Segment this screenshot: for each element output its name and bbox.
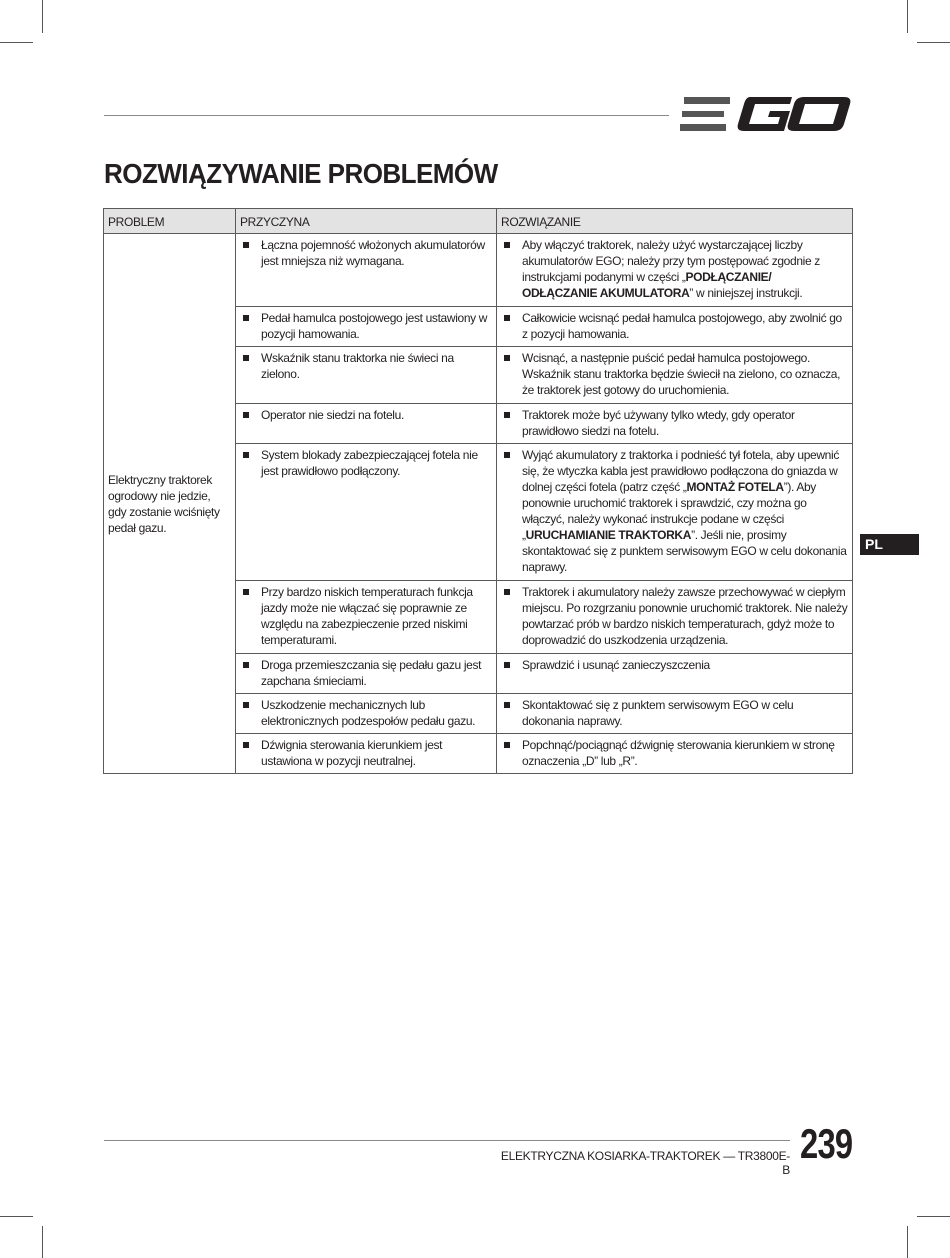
bullet-icon bbox=[504, 742, 510, 748]
table-row bbox=[104, 234, 853, 307]
cause-cell: Łączna pojemność włożonych akumulatorów jest mniejsza niż wymagana. bbox=[236, 234, 497, 307]
language-tab: PL bbox=[860, 534, 919, 555]
solution-cell: Sprawdzić i usunąć zanieczyszczenia bbox=[497, 654, 853, 694]
cause-cell: Uszkodzenie mechanicznych lub elektronicznych podzespołów pedału gazu. bbox=[236, 694, 497, 734]
bullet-icon bbox=[504, 589, 510, 595]
troubleshooting-table bbox=[103, 208, 853, 774]
crop-mark bbox=[907, 1226, 908, 1258]
problem-cell: Elektryczny traktorek ogrodowy nie jedzie, gdy zostanie wciśnięty pedał gazu. bbox=[104, 234, 236, 774]
solution-cell: Wyjąć akumulatory z traktorka i podnieść tył fotela, aby upewnić się, że wtyczka kabla jest prawidłowo podłączona do gniazda w dolnej części fotela (patrz część „MONTAŻ FOTELA”). Aby ponownie uruchomić traktorek i sprawdzić, czy można go włączyć, należy wykonać instrukcje podane w części „URUCHAMIANIE TRAKTORKA”. Jeśli nie, prosimy skontaktować się z punktem serwisowym EGO w celu dokonania naprawy. bbox=[497, 444, 853, 581]
bullet-icon bbox=[504, 702, 510, 708]
solution-cell: Popchnąć/pociągnąć dźwignię sterowania kierunkiem w stronę oznaczenia „D” lub „R”. bbox=[497, 734, 853, 774]
bullet-icon bbox=[504, 315, 510, 321]
cause-cell: Droga przemieszczania się pedału gazu jest zapchana śmieciami. bbox=[236, 654, 497, 694]
bullet-icon bbox=[243, 702, 249, 708]
crop-mark bbox=[0, 1216, 33, 1217]
solution-cell: Traktorek i akumulatory należy zawsze przechowywać w ciepłym miejscu. Po rozgrzaniu ponownie uruchomić traktorek. Nie należy powtarzać prób w bardzo niskich temperaturach, gdyż może to doprowadzić do uszkodzenia urządzenia. bbox=[497, 581, 853, 654]
cause-cell: Operator nie siedzi na fotelu. bbox=[236, 404, 497, 444]
bullet-icon bbox=[243, 742, 249, 748]
crop-mark bbox=[917, 1216, 950, 1217]
bullet-icon bbox=[243, 315, 249, 321]
cause-cell: System blokady zabezpieczającej fotela nie jest prawidłowo podłączony. bbox=[236, 444, 497, 581]
footer-rule bbox=[104, 1140, 790, 1141]
crop-mark bbox=[907, 0, 908, 33]
cause-cell: Wskaźnik stanu traktorka nie świeci na zielono. bbox=[236, 347, 497, 404]
page-title: ROZWIĄZYWANIE PROBLEMÓW bbox=[104, 158, 498, 189]
solution-cell: Całkowicie wcisnąć pedał hamulca postojowego, aby zwolnić go z pozycji hamowania. bbox=[497, 307, 853, 347]
cause-cell: Przy bardzo niskich temperaturach funkcja jazdy może nie włączać się poprawnie ze względu na zabezpieczenie przed niskimi temperaturami. bbox=[236, 581, 497, 654]
bullet-icon bbox=[243, 662, 249, 668]
ego-logo bbox=[680, 94, 852, 134]
column-header-solution: ROZWIĄZANIE bbox=[497, 209, 853, 234]
crop-mark bbox=[917, 42, 950, 43]
solution-cell: Wcisnąć, a następnie puścić pedał hamulca postojowego. Wskaźnik stanu traktorka będzie świecił na zielono, co oznacza, że traktorek jest gotowy do uruchomienia. bbox=[497, 347, 853, 404]
bullet-icon bbox=[243, 452, 249, 458]
page-number: 239 bbox=[800, 1120, 853, 1167]
bullet-icon bbox=[504, 452, 510, 458]
bullet-icon bbox=[243, 412, 249, 418]
bullet-icon bbox=[504, 412, 510, 418]
solution-cell: Skontaktować się z punktem serwisowym EGO w celu dokonania naprawy. bbox=[497, 694, 853, 734]
bullet-icon bbox=[243, 355, 249, 361]
solution-cell: Traktorek może być używany tylko wtedy, gdy operator prawidłowo siedzi na fotelu. bbox=[497, 404, 853, 444]
bullet-icon bbox=[504, 242, 510, 248]
solution-cell: Aby włączyć traktorek, należy użyć wystarczającej liczby akumulatorów EGO; należy przy tym postępować zgodnie z instrukcjami podanymi w części „PODŁĄCZANIE/ ODŁĄCZANIE AKUMULATORA” w niniejszej instrukcji. bbox=[497, 234, 853, 307]
header-rule bbox=[104, 115, 669, 116]
footer-text: ELEKTRYCZNA KOSIARKA-TRAKTOREK — TR3800E-B bbox=[500, 1149, 790, 1177]
column-header-cause: PRZYCZYNA bbox=[236, 209, 497, 234]
table-header-row bbox=[104, 209, 853, 234]
section-reference: MONTAŻ FOTELA bbox=[686, 480, 784, 494]
section-reference: PODŁĄCZANIE/ ODŁĄCZANIE AKUMULATORA bbox=[522, 270, 772, 300]
column-header-problem: PROBLEM bbox=[104, 209, 236, 234]
cause-cell: Pedał hamulca postojowego jest ustawiony w pozycji hamowania. bbox=[236, 307, 497, 347]
section-reference: URUCHAMIANIE TRAKTORKA bbox=[525, 528, 692, 542]
crop-mark bbox=[42, 0, 43, 33]
bullet-icon bbox=[243, 589, 249, 595]
bullet-icon bbox=[504, 662, 510, 668]
crop-mark bbox=[0, 42, 33, 43]
bullet-icon bbox=[243, 242, 249, 248]
crop-mark bbox=[42, 1226, 43, 1258]
cause-cell: Dźwignia sterowania kierunkiem jest ustawiona w pozycji neutralnej. bbox=[236, 734, 497, 774]
bullet-icon bbox=[504, 355, 510, 361]
